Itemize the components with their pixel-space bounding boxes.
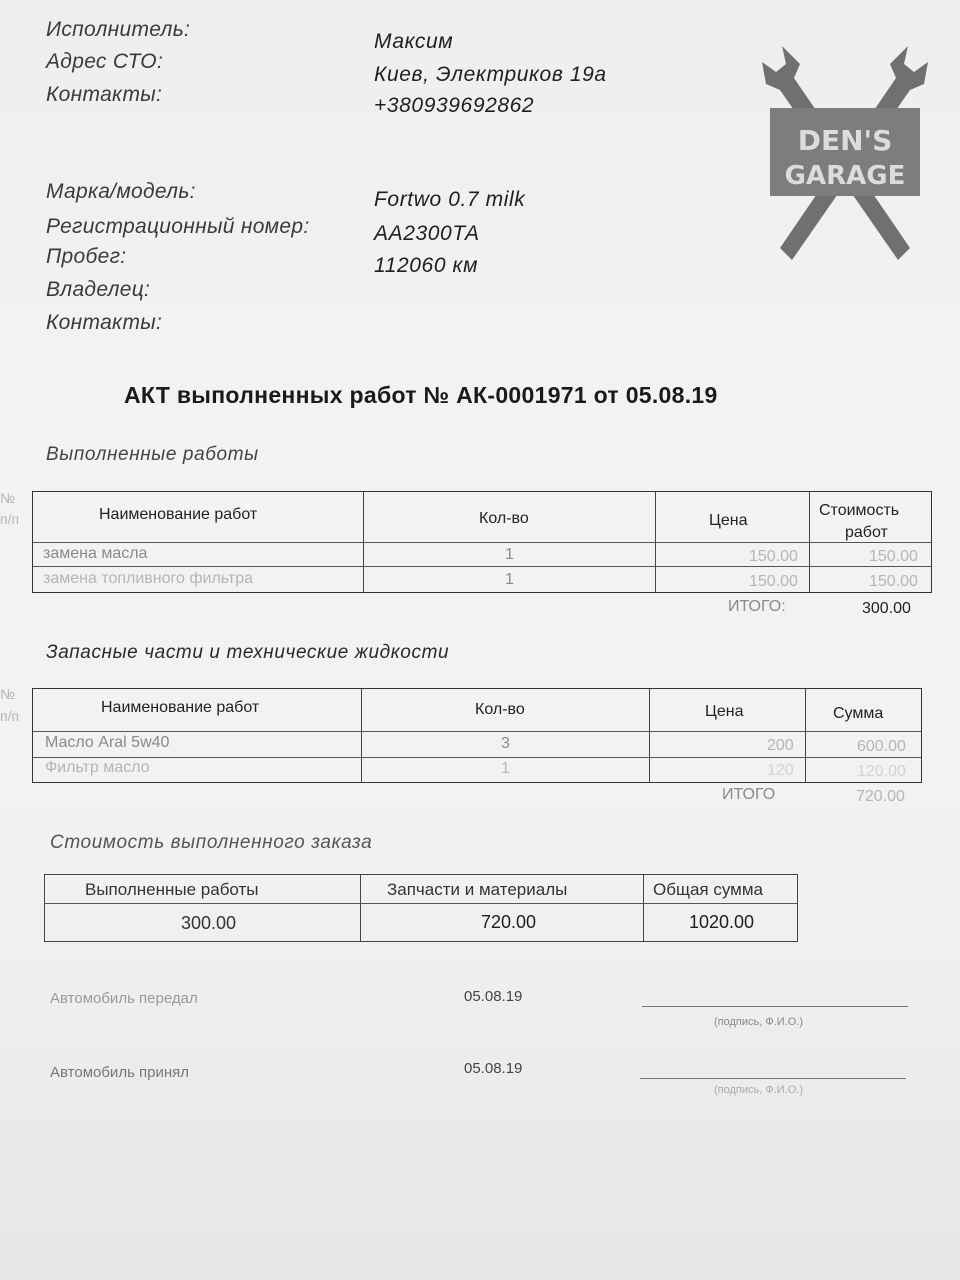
handed-date: 05.08.19 — [464, 988, 523, 1005]
parts-row-2-qty: 1 — [501, 760, 510, 777]
mileage-label: Пробег: — [46, 245, 127, 268]
received-signature-line — [640, 1078, 906, 1079]
works-row-2-name: замена топливного фильтра — [43, 570, 254, 587]
received-sign-hint: (подпись, Ф.И.О.) — [714, 1084, 804, 1096]
works-col-qty: Кол-во — [479, 510, 529, 527]
reg-number-label: Регистрационный номер: — [46, 215, 310, 238]
summary-col-parts: Запчасти и материалы — [387, 880, 568, 899]
works-total-value: 300.00 — [862, 600, 911, 617]
parts-table — [32, 688, 922, 783]
works-row-2-price: 150.00 — [749, 573, 798, 590]
works-row-1-price: 150.00 — [749, 548, 798, 565]
parts-col-qty: Кол-во — [475, 701, 525, 718]
works-col-cost-1: Стоимость — [819, 502, 900, 519]
model-value: Fortwo 0.7 milk — [374, 188, 526, 211]
garage-logo — [760, 38, 930, 278]
mileage-value: 112060 км — [374, 254, 479, 277]
parts-total-label: ИТОГО — [722, 786, 776, 803]
executor-label: Исполнитель: — [46, 18, 191, 41]
parts-row-1-sum: 600.00 — [857, 738, 906, 755]
parts-section-title: Запасные части и технические жидкости — [46, 642, 450, 663]
logo-text-line2: GARAGE — [784, 161, 906, 191]
works-row-1-cost: 150.00 — [869, 548, 918, 565]
works-total-label: ИТОГО: — [728, 598, 786, 615]
works-num-header-1: № — [0, 490, 16, 506]
summary-parts-value: 720.00 — [481, 912, 537, 932]
works-table — [32, 491, 932, 593]
parts-row-1-name: Масло Aral 5w40 — [45, 734, 170, 751]
works-row-2-cost: 150.00 — [869, 573, 918, 590]
parts-total-value: 720.00 — [856, 788, 905, 805]
summary-section-title: Стоимость выполненного заказа — [50, 832, 373, 853]
parts-row-1-price: 200 — [767, 737, 794, 754]
parts-num-header-2: п/п — [0, 708, 20, 724]
works-row-1-name: замена масла — [43, 545, 148, 562]
owner-label: Владелец: — [46, 278, 151, 301]
summary-col-total: Общая сумма — [653, 880, 763, 899]
model-label: Марка/модель: — [46, 180, 196, 203]
handed-sign-hint: (подпись, Ф.И.О.) — [714, 1016, 804, 1028]
address-label: Адрес СТО: — [46, 50, 164, 73]
summary-col-works: Выполненные работы — [85, 880, 259, 899]
address-value: Киев, Электриков 19а — [374, 63, 607, 86]
contacts-label: Контакты: — [46, 83, 163, 106]
contacts-value: +380939692862 — [374, 94, 535, 117]
parts-row-2-price: 120 — [767, 762, 794, 779]
received-label: Автомобиль принял — [50, 1064, 190, 1081]
works-section-title: Выполненные работы — [46, 444, 259, 465]
works-row-1-qty: 1 — [505, 546, 514, 563]
parts-num-header-1: № — [0, 686, 16, 702]
summary-table — [44, 874, 798, 942]
handed-label: Автомобиль передал — [50, 990, 198, 1007]
summary-total-value: 1020.00 — [689, 912, 755, 932]
works-col-cost-2: работ — [845, 524, 888, 541]
works-row-2-qty: 1 — [505, 571, 514, 588]
works-num-header-2: п/п — [0, 511, 20, 527]
owner-contacts-label: Контакты: — [46, 311, 163, 334]
parts-col-name: Наименование работ — [101, 699, 260, 716]
summary-works-value: 300.00 — [181, 913, 237, 933]
executor-value: Максим — [374, 30, 454, 53]
act-title: АКТ выполненных работ № АК-0001971 от 05.08.19 — [124, 382, 718, 408]
parts-row-2-sum: 120.00 — [857, 763, 906, 780]
logo-text-line1: DEN'S — [797, 124, 893, 157]
works-col-name: Наименование работ — [99, 506, 258, 523]
reg-number-value: АА2300ТА — [374, 222, 480, 245]
parts-row-1-qty: 3 — [501, 735, 510, 752]
received-date: 05.08.19 — [464, 1060, 523, 1077]
parts-row-2-name: Фильтр масло — [45, 759, 150, 776]
works-col-price: Цена — [709, 512, 748, 529]
handed-signature-line — [642, 1006, 908, 1007]
parts-col-sum: Сумма — [833, 705, 884, 722]
parts-col-price: Цена — [705, 703, 744, 720]
